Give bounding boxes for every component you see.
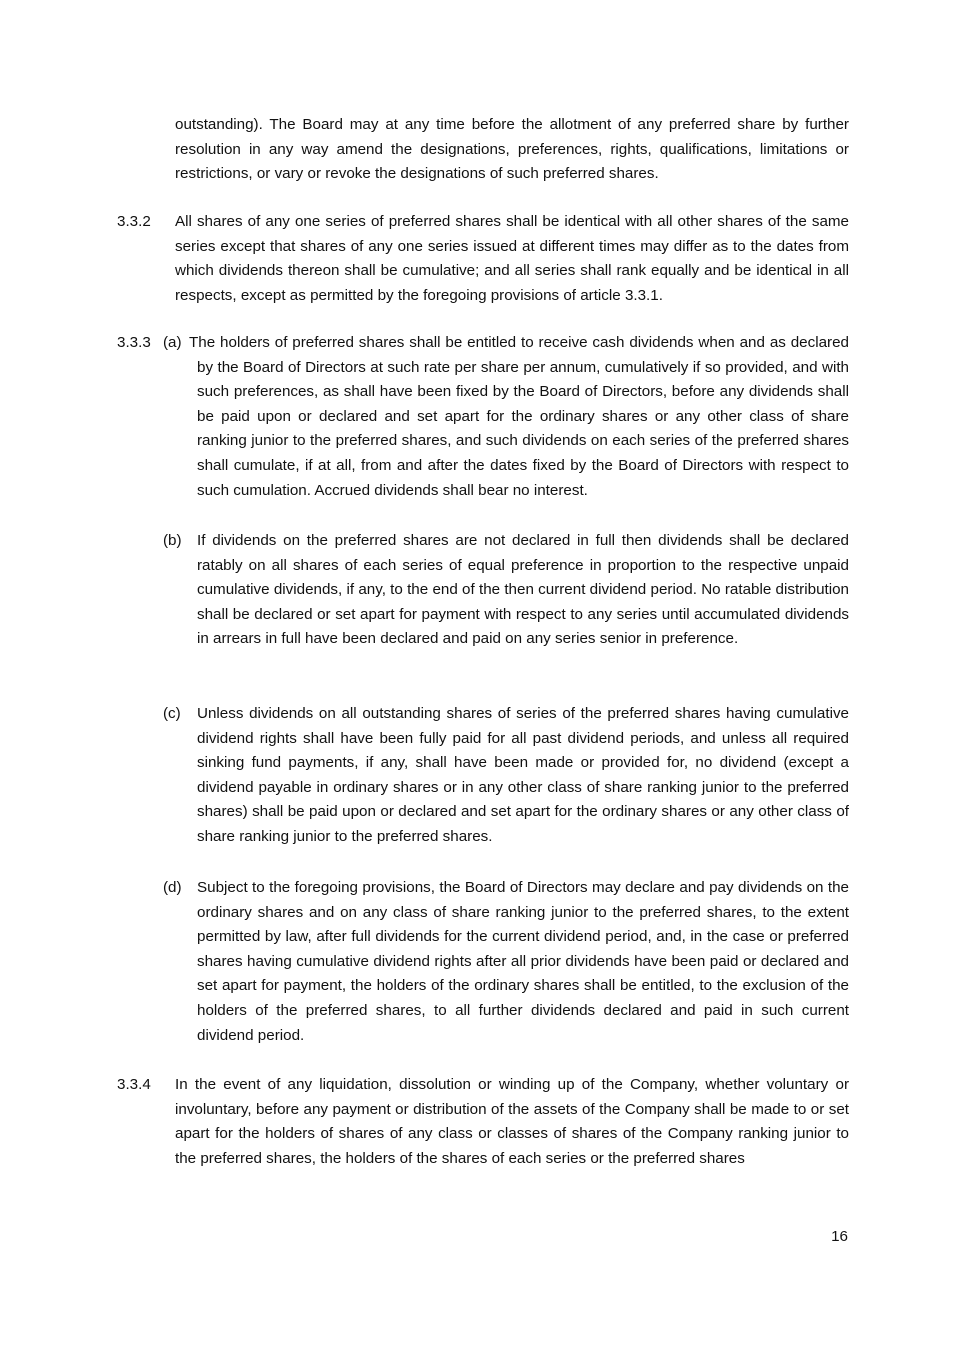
subsection-label-a: (a) [163, 334, 182, 351]
section-number-3-3-4: 3.3.4 [117, 1076, 151, 1093]
subsection-c-paragraph: Unless dividends on all outstanding shares of series of the preferred shares having cumulative dividend rights shall have been fully paid for all past dividend periods, and unless all required sinking fund payments, if any, shall have been made or provided for, no dividend (except a dividend payable in ordinary shares or in any other class of share ranking junior to the preferred shares) shall be paid upon or declared and set apart for the ordinary shares or any other class of share ranking junior to the preferred shares. [197, 705, 849, 845]
subsection-label-c: (c) [163, 705, 181, 722]
subsection-label-b: (b) [163, 532, 182, 549]
section-3-3-4-paragraph: In the event of any liquidation, dissolution or winding up of the Company, whether voluntary or involuntary, before any payment or distribution of the assets of the Company shall be made to or set apart for the holders of shares of any class or classes of shares of the Company ranking junior to the preferred shares, the holders of the shares of each series or the preferred shares [175, 1076, 849, 1167]
subsection-d-paragraph: Subject to the foregoing provisions, the Board of Directors may declare and pay dividends on the ordinary shares and on any class of share ranking junior to the preferred shares, to the extent permitted by law, after full dividends for the current dividend period, and, in the case or preferred shares having cumulative dividend rights after all prior dividends have been paid or declared and set apart for payment, the holders of the ordinary shares shall be entitled, to the exclusion of the holders of the preferred shares, to all further dividends declared and paid in such current dividend period. [197, 879, 849, 1044]
page-number: 16 [831, 1228, 848, 1245]
section-number-3-3-2: 3.3.2 [117, 213, 151, 230]
continuation-paragraph: outstanding). The Board may at any time before the allotment of any preferred share by further resolution in any way amend the designations, preferences, rights, qualifications, limitations or restrictions, or vary or revoke the designations of such preferred shares. [175, 116, 849, 183]
section-3-3-2-paragraph: All shares of any one series of preferred shares shall be identical with all other shares of the same series except that shares of any one series issued at different times may differ as to the dates from which dividends thereon shall be cumulative; and all series shall rank equally and be identical in all respects, except as permitted by the foregoing provisions of article 3.3.1. [175, 213, 849, 304]
subsection-label-d: (d) [163, 879, 182, 896]
section-number-3-3-3: 3.3.3 [117, 334, 151, 351]
subsection-a-paragraph: The holders of preferred shares shall be entitled to receive cash dividends when and as declared by the Board of Directors at such rate per share per annum, cumulatively if so provided, and with such preferences, as shall have been fixed by the Board of Directors, before any dividends shall be paid upon or declared and set apart for the ordinary shares or any other class of share ranking junior to the preferred shares, and such dividends on each series of the preferred shares shall cumulate, if at all, from and after the dates fixed by the Board of Directors with respect to such cumulation. Accrued dividends shall bear no interest. [189, 334, 849, 499]
subsection-b-paragraph: If dividends on the preferred shares are not declared in full then dividends shall be declared ratably on all shares of each series of equal preference in proportion to the respective unpaid cumulative dividends, if any, to the end of the then current dividend period. No ratable distribution shall be declared or set apart for payment with respect to any series until accumulated dividends in arrears in full have been declared and paid on any series senior in preference. [197, 532, 849, 648]
